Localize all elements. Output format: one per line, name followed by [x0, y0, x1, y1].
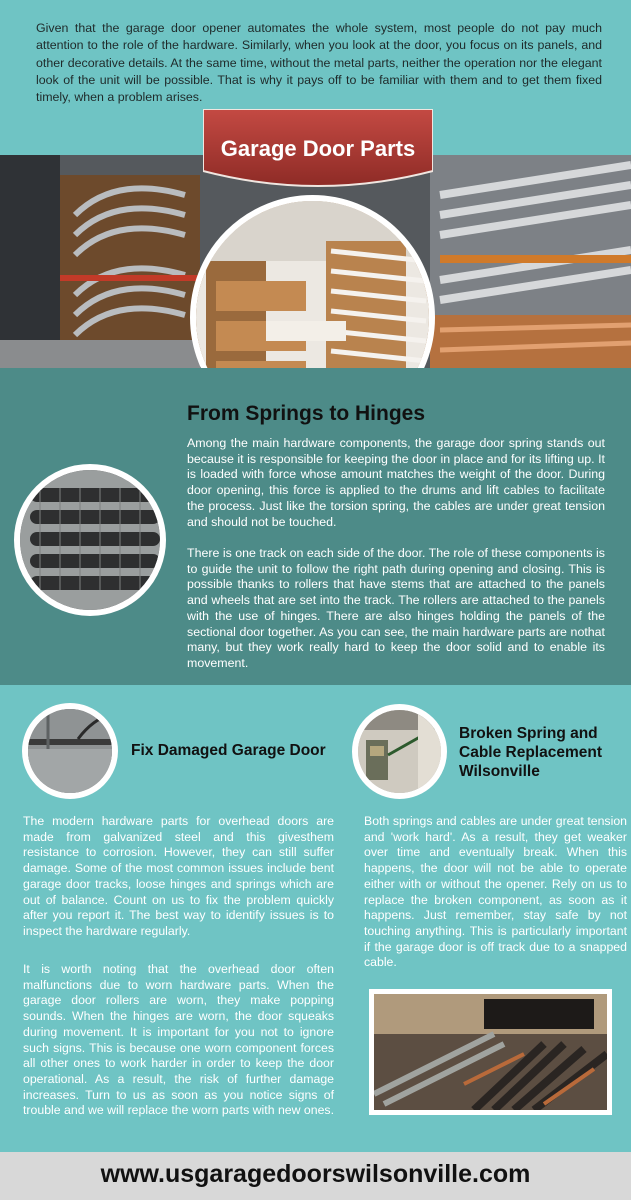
broken-spring-illustration — [358, 710, 441, 793]
damaged-door-photo — [22, 703, 118, 799]
spring-replacement-illustration — [374, 994, 607, 1110]
footer-website-link[interactable]: www.usgaragedoorswilsonville.com — [100, 1160, 531, 1188]
banner-title: Garage Door Parts — [220, 136, 416, 161]
fix-damaged-heading: Fix Damaged Garage Door — [131, 742, 326, 759]
broken-spring-heading-line-1: Broken Spring and — [459, 725, 598, 742]
spring-replacement-photo — [369, 989, 612, 1115]
fix-damaged-paragraph-1: The modern hardware parts for overhead doors are made from galvanized steel and this givesthem resistance to corrosion. However, they can still suffer damage. Some of the most common issues include bent garage door tracks, loose hinges and springs which are out of balance. Count on us to fix the problem quickly after you report it. The best way to identify issues is to inspect the hardware regularly. — [23, 814, 334, 938]
broken-spring-paragraph: Both springs and cables are under great tension and 'work hard'. As a result, they get weaker over time and eventually break. When this happens, the door will not be able to operate either with or without the opener. Rely on us to replace the broken component, as soon as it happens. Just remember, stay safe by not touching anything. This is particularly important if the garage door is off track due to a snapped cable. — [364, 814, 627, 970]
damaged-door-illustration — [28, 709, 112, 793]
broken-spring-heading-line-2: Cable Replacement — [459, 744, 602, 761]
broken-spring-photo — [352, 704, 447, 799]
springs-heading: From Springs to Hinges — [187, 402, 426, 425]
door-panels-photo — [190, 195, 435, 368]
intro-paragraph: Given that the garage door opener automates the whole system, most people do not pay much attention to the role of the hardware. Similarly, when you look at the door, you focus on its panels, and other decorative details. At the same time, without the metal parts, neither the operation nor the elegant look of the unit will be possible. That is why it pays off to be familiar with them and to get them fixed timely, when a problem arises. — [36, 21, 602, 105]
springs-photo — [14, 464, 166, 616]
broken-spring-heading-line-3: Wilsonville — [459, 763, 540, 780]
fix-damaged-paragraph-2: It is worth noting that the overhead door often malfunctions due to worn hardware parts. When the garage door rollers are worn, they make popping sounds. When the hinges are worn, the door squeaks during movement. It is important for you not to ignore such signs. This is because one worn component forces all other ones to work harder in order to keep the door operational. As a result, the risk of further damage increases. Turn to us as soon as you notice signs of trouble and we will replace the worn parts with new ones. — [23, 962, 335, 1118]
springs-illustration — [20, 470, 160, 610]
door-panels-illustration — [196, 201, 429, 368]
springs-paragraph-2: There is one track on each side of the door. The role of these components is to guide the unit to follow the right path during opening and closing. This is possible thanks to rollers that have stems that are attached to the panels and wheels that are set into the track. The rollers are attached to the panels with the use of hinges. There are also hinges holding the panels of the sectional door together. As you can see, the main hardware parts are nothat many, but they work really hard to keep the door solid and to enable its movement. — [187, 546, 605, 670]
springs-paragraph-1: Among the main hardware components, the garage door spring stands out because it is responsible for keeping the door in place and for its lifting up. It is loaded with force whose amount matches the weight of the door. During door opening, this force is applied to the drums and lift cables to facilitate the process. Just like the torsion spring, the cables are under great tension and should not be touched. — [187, 436, 605, 529]
broken-spring-heading — [459, 724, 602, 781]
